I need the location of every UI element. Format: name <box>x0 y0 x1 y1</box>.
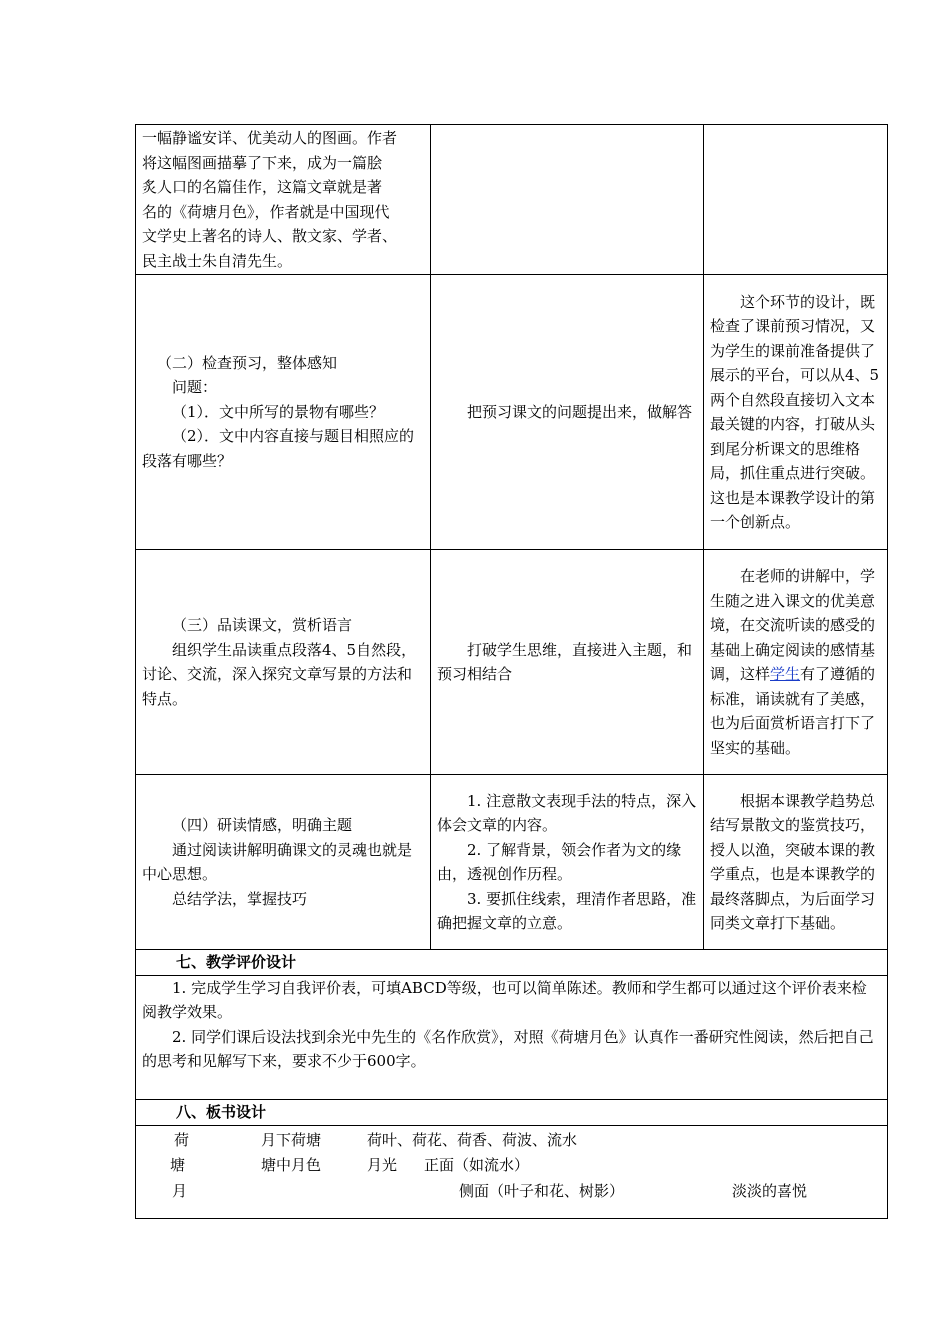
table-row <box>136 1099 888 1125</box>
intro-line: 将这幅图画描摹了下来，成为一篇脍 <box>142 153 383 172</box>
empty-cell <box>704 125 888 275</box>
design-intent-cell <box>704 775 888 950</box>
intro-line: 民主战士朱自清先生。 <box>142 251 293 270</box>
board-moon-under: 月下荷塘 <box>261 1130 322 1149</box>
step-preview-cell <box>136 275 431 550</box>
design-intent-part: 有了遵循的标准，诵读就有了美感，也为后面赏析语言打下了坚实的基础。 <box>710 665 876 757</box>
evaluation-paragraph-2: 2. 同学们课后设法找到余光中先生的《名作欣赏》，对照《荷塘月色》认真作一番研究性阅读，然后把自己的思考和见解写下来，要求不少于600字。 <box>142 1027 874 1070</box>
design-intent-cell <box>704 275 888 550</box>
design-intent: 这个环节的设计，既检查了课前预习情况，又为学生的课前准备提供了展示的平台，可以从4、5两个自然段直接切入文本最关键的内容，打破从头到尾分析课文的思维格局，抓住重点进行突破。这也是本课教学设计的第一个创新点。 <box>710 292 880 531</box>
lesson-plan-table <box>135 124 888 1219</box>
table-row <box>136 275 888 550</box>
step-emotion-cell <box>136 775 431 950</box>
evaluation-cell <box>136 975 888 1099</box>
board-char: 塘 <box>170 1155 186 1174</box>
question-1: （1）．文中所写的景物有哪些？ <box>172 402 385 421</box>
board-moonlight: 月光 <box>367 1155 398 1174</box>
table-row <box>136 775 888 950</box>
design-intent <box>710 564 881 760</box>
design-intent-part: 在老师的讲解中，学生随之进入课文的优美意境，在交流听读的感受的基础上确定阅读的感情基调，这样 <box>710 567 876 683</box>
board-moon-in: 塘中月色 <box>261 1155 322 1174</box>
board-char: 月 <box>172 1181 188 1200</box>
student-point-1: 1. 注意散文表现手法的特点，深入体会文章的内容。 <box>437 791 697 834</box>
step-title: （二）检查预习，整体感知 <box>157 353 338 372</box>
student-activity-cell <box>431 775 704 950</box>
board-design-cell <box>136 1125 888 1218</box>
step-summary: 总结学法，掌握技巧 <box>172 889 308 908</box>
question-2: （2）．文中内容直接与题目相照应的段落有哪些？ <box>142 427 415 470</box>
intro-line: 炙人口的名篇佳作，这篇文章就是著 <box>142 178 383 196</box>
table-row <box>136 950 888 976</box>
intro-line: 一幅静谧安详、优美动人的图画。作者 <box>142 129 398 147</box>
table-row <box>136 125 888 275</box>
student-activity: 打破学生思维，直接进入主题，和预习相结合 <box>437 640 693 683</box>
table-row <box>136 1125 888 1218</box>
student-link[interactable]: 学生 <box>770 665 801 683</box>
student-activity-cell <box>431 550 704 775</box>
student-activity-cell <box>431 275 704 550</box>
student-point-2: 2. 了解背景，领会作者为文的缘由，透视创作历程。 <box>437 840 682 883</box>
board-emotion: 淡淡的喜悦 <box>732 1181 808 1200</box>
board-design <box>136 1126 887 1218</box>
board-lotus-items: 荷叶、荷花、荷香、荷波、流水 <box>367 1130 578 1149</box>
step-title: （四）研读情感，明确主题 <box>172 816 353 834</box>
design-intent-cell <box>704 550 888 775</box>
intro-line: 文学史上著名的诗人、散文家、学者、 <box>142 227 398 245</box>
board-front: 正面（如流水） <box>424 1155 530 1174</box>
student-point-3: 3. 要抓住线索，理清作者思路，准确把握文章的立意。 <box>437 889 697 932</box>
design-intent: 根据本课教学趋势总结写景散文的鉴赏技巧，授人以渔，突破本课的教学重点，也是本课教学的最终落脚点，为后面学习同类文章打下基础。 <box>710 791 876 932</box>
step-body: 通过阅读讲解明确课文的灵魂也就是中心思想。 <box>142 840 413 883</box>
step-title: （三）品读课文，赏析语言 <box>172 616 353 634</box>
intro-line: 名的《荷塘月色》，作者就是中国现代 <box>142 202 390 221</box>
student-activity: 把预习课文的问题提出来，做解答 <box>467 402 693 421</box>
intro-cell <box>136 125 431 275</box>
empty-cell <box>431 125 704 275</box>
step-reading-cell <box>136 550 431 775</box>
step-body: 组织学生品读重点段落4、5自然段，讨论、交流，深入探究文章写景的方法和特点。 <box>142 640 417 708</box>
table-row <box>136 975 888 1099</box>
section-8-title: 八、板书设计 <box>136 1099 888 1125</box>
board-char: 荷 <box>174 1130 190 1149</box>
section-7-title: 七、教学评价设计 <box>136 950 888 976</box>
evaluation-paragraph-1: 1. 完成学生学习自我评价表，可填ABCD等级，也可以简单陈述。教师和学生都可以通过这个评价表来检阅教学效果。 <box>142 978 867 1021</box>
board-side: 侧面（叶子和花、树影） <box>459 1181 625 1200</box>
question-label: 问题： <box>172 378 218 397</box>
table-row <box>136 550 888 775</box>
